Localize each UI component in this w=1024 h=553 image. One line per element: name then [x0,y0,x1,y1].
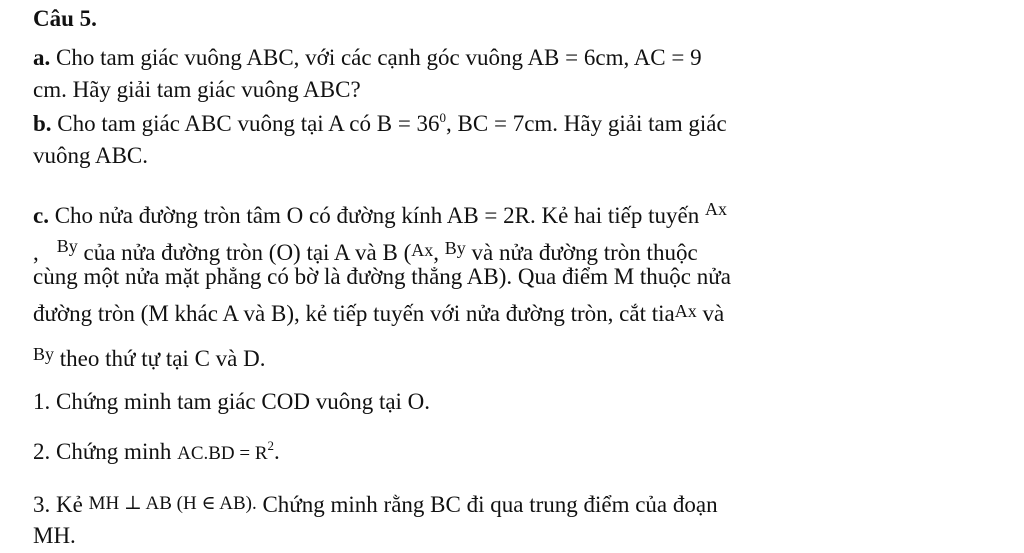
item-2-formula: AC.BD = R [177,443,268,464]
part-a-line-1 [33,44,702,72]
item-2-text: 2. Chứng minh [33,439,178,464]
part-c-label: c. [33,203,49,228]
part-a-label: a. [33,45,51,70]
part-c-line-4 [33,297,724,328]
item-2-period: . [274,439,280,464]
degree-superscript: 0 [439,110,447,125]
part-c-text-2b: , [433,240,445,265]
part-c-text-2c: và nửa đường tròn thuộc [465,240,698,265]
part-c-text-1: Cho nửa đường tròn tâm O có đường kính AB = 2R. Kẻ hai tiếp tuyến [48,203,705,228]
question-title: Câu 5. [33,6,97,31]
part-b-label: b. [33,111,52,136]
part-b-text-1b: , BC = 7cm. Hãy giải tam giác [446,111,727,136]
part-c-line-1 [33,195,727,230]
part-b-line-2: vuông ABC. [33,143,149,168]
part-b-text-1a: Cho tam giác ABC vuông tại A có B = 36 [51,111,440,136]
item-3-line-2: MH. [33,523,76,548]
item-3-line-1 [33,490,718,519]
comma: , [33,240,39,265]
item-1: 1. Chứng minh tam giác COD vuông tại O. [33,389,431,414]
part-a-line-2: cm. Hãy giải tam giác vuông ABC? [33,77,361,102]
part-c-line-2 [33,232,698,267]
ax-symbol-2: Ax [411,240,434,260]
part-c-line-5 [33,340,265,373]
item-2 [33,438,280,468]
part-c-text-5: theo thứ tự tại C và D. [54,346,266,371]
part-c-line-3: cùng một nửa mặt phẳng có bờ là đường thẳng AB). Qua điểm M thuộc nửa [33,264,731,289]
ax-symbol-3: Ax [674,301,697,321]
item-3-formula: MH ⊥ AB (H ∈ AB). [88,493,257,514]
part-b-line-1 [33,110,727,138]
ax-symbol: Ax [705,199,727,219]
item-3-text-2: Chứng minh rằng BC đi qua trung điểm của đoạn [256,492,718,517]
item-2-superscript: 2 [267,438,275,453]
by-symbol-3: By [33,344,55,364]
part-c-text-4a: đường tròn (M khác A và B), kẻ tiếp tuyến với nửa đường tròn, cắt tia [33,301,675,326]
part-a-text-1: Cho tam giác vuông ABC, với các cạnh góc vuông AB = 6cm, AC = 9 [50,45,702,70]
by-symbol-2: By [444,238,466,258]
part-c-text-4b: và [696,301,725,326]
item-3-text: 3. Kẻ [33,492,89,517]
by-symbol: By [56,236,78,256]
part-c-text-2a: của nửa đường tròn (O) tại A và B ( [77,240,412,265]
